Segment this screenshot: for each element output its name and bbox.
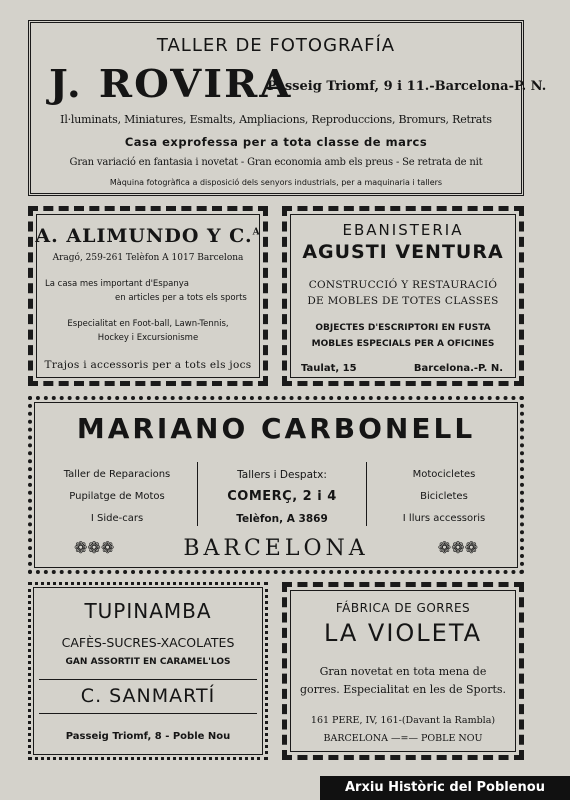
alimundo-line2: en articles per a tots els sports (115, 293, 247, 303)
carbonell-center-1: Tallers i Despatx: (237, 469, 327, 481)
carbonell-name: MARIANO CARBONELL (76, 412, 476, 445)
alimundo-line4: Hockey i Excursionisme (97, 333, 199, 343)
rovira-frames: Casa exprofessa per a tota classe de marcs (124, 135, 428, 149)
rovira-address: Passeig Triomf, 9 i 11.-Barcelona-P. N. (267, 79, 547, 94)
alimundo-ad (28, 206, 268, 386)
ventura-line3: OBJECTES D'ESCRIPTORI EN FUSTA (315, 323, 491, 333)
ventura-line1: CONSTRUCCIÓ Y RESTAURACIÓ (308, 279, 498, 291)
tupinamba-line2: GAN ASSORTIT EN CARAMEL'LOS (65, 657, 231, 667)
carbonell-center-3: Telèfon, A 3869 (236, 513, 328, 525)
ventura-address-left: Taulat, 15 (301, 363, 357, 374)
carbonell-left-3: I Side-cars (90, 513, 144, 524)
tupinamba-rule-bottom (39, 713, 257, 714)
violeta-name: LA VIOLETA (323, 619, 483, 647)
tupinamba-owner: C. SANMARTÍ (80, 685, 216, 707)
ventura-name: AGUSTI VENTURA (302, 241, 504, 263)
tupinamba-name: TUPINAMBA (84, 599, 212, 623)
carbonell-center-2: COMERÇ, 2 i 4 (227, 489, 337, 504)
rovira-variety: Gran variació en fantasia i novetat - Gran economia amb els preus - Se retrata de nit (69, 157, 483, 168)
carbonell-left-1: Taller de Reparacions (63, 469, 171, 480)
flourish-right-icon: ❁❁❁ (437, 538, 478, 557)
violeta-address1: 161 PERE, IV, 161-(Davant la Rambla) (310, 715, 496, 726)
rovira-title: TALLER DE FOTOGRAFÍA (156, 35, 396, 56)
carbonell-center-column (202, 464, 362, 530)
violeta-ad (282, 582, 524, 760)
rovira-name: J. ROVIRA (49, 61, 293, 106)
carbonell-divider-left (197, 462, 198, 526)
tupinamba-address: Passeig Triomf, 8 - Poble Nou (65, 731, 231, 742)
ventura-title: EBANISTERIA (342, 221, 464, 239)
alimundo-line1: La casa mes important d'Espanya (45, 279, 189, 289)
carbonell-city: BARCELONA (183, 536, 369, 561)
flourish-left-icon: ❁❁❁ (74, 538, 115, 557)
ventura-line4: MOBLES ESPECIALS PER A OFICINES (311, 339, 495, 349)
alimundo-name (33, 225, 263, 247)
alimundo-name-sup: A (252, 227, 261, 238)
rovira-ad (28, 20, 547, 196)
carbonell-left-2: Pupilatge de Motos (69, 491, 165, 502)
ventura-address-row (287, 363, 519, 379)
rovira-services: Il·luminats, Miniatures, Esmalts, Ampliacions, Reproduccions, Bromurs, Retrats (60, 113, 492, 126)
ventura-line2: DE MOBLES DE TOTES CLASSES (307, 295, 499, 307)
tupinamba-line1: CAFÈS-SUCRES-XACOLATES (61, 635, 235, 650)
carbonell-right-column (370, 464, 518, 530)
carbonell-divider-right (366, 462, 367, 526)
ventura-ad (282, 206, 524, 386)
tupinamba-ad (28, 582, 268, 760)
carbonell-left-column (42, 464, 192, 530)
ventura-address-right: Barcelona.-P. N. (413, 363, 503, 374)
carbonell-right-3: I llurs accessoris (402, 513, 486, 524)
violeta-line2: gorres. Especialitat en les de Sports. (299, 683, 507, 696)
violeta-line1: Gran novetat en tota mena de (319, 665, 487, 678)
tupinamba-rule-top (39, 679, 257, 680)
alimundo-line5: Trajos i accessoris per a tots els jocs (44, 359, 252, 371)
alimundo-line3: Especialitat en Foot-ball, Lawn-Tennis, (67, 319, 229, 329)
carbonell-right-1: Motocicletes (412, 469, 476, 480)
alimundo-name-text: A. ALIMUNDO Y C. (35, 225, 253, 247)
carbonell-ad (28, 396, 524, 574)
rovira-machine: Màquina fotogràfica a disposició dels senyors industrials, per a maquinaria i tallers (109, 178, 443, 187)
violeta-address2: BARCELONA —=— POBLE NOU (323, 733, 483, 744)
archive-credit: Arxiu Històric del Poblenou (320, 776, 570, 800)
carbonell-right-2: Bicicletes (420, 491, 468, 502)
violeta-title: FÁBRICA DE GORRES (335, 601, 471, 615)
alimundo-address: Aragó, 259-261 Telèfon A 1017 Barcelona (52, 253, 244, 263)
rovira-heading-row (31, 61, 547, 107)
